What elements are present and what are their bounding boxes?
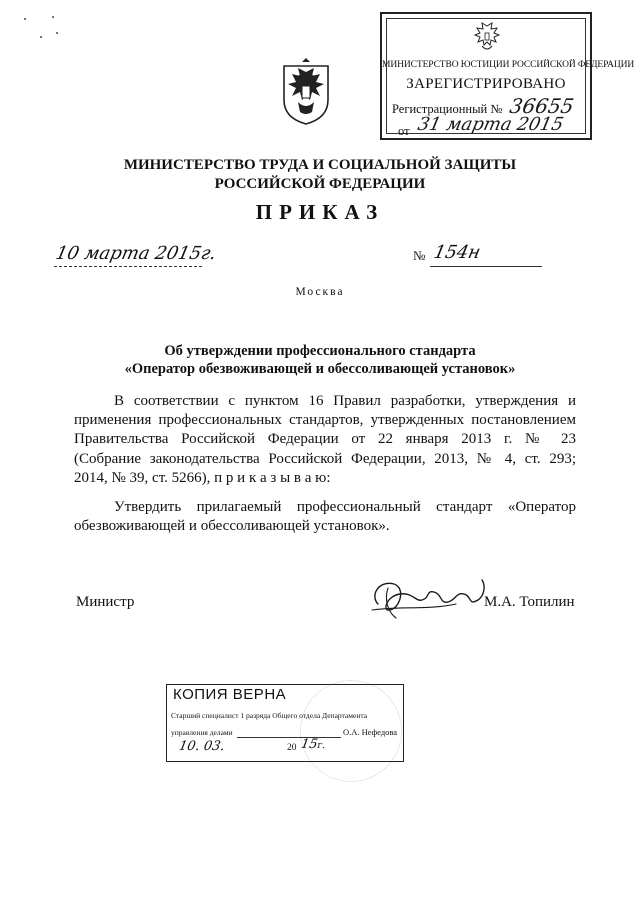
resolution-line: Утвердить прилагаемый профессиональный стандарт «Оператор (114, 499, 576, 515)
number-underline (430, 266, 542, 267)
document-type: ПРИКАЗ (255, 200, 385, 224)
order-title-line1: Об утверждении профессионального стандарта (164, 343, 476, 359)
number-sign: № (413, 248, 426, 263)
date-underline (54, 266, 202, 267)
ministry-name-line1: МИНИСТЕРСТВО ТРУДА И СОЦИАЛЬНОЙ ЗАЩИТЫ (123, 157, 517, 173)
handwritten-signature (360, 566, 490, 626)
stamp-date: 31 марта 2015 (415, 114, 566, 135)
preamble-line: Правительства Российской Федерации от 22 января 2013 г. № 23 (74, 431, 576, 448)
copy-stamp-year-prefix: 20 (287, 743, 297, 753)
stamp-status: ЗАРЕГИСТРИРОВАНО (406, 76, 566, 92)
stamp-ministry: МИНИСТЕРСТВО ЮСТИЦИИ РОССИЙСКОЙ ФЕДЕРАЦИИ (382, 60, 635, 70)
registration-stamp (380, 12, 635, 140)
preamble-line: применения профессиональных стандартов, утвержденных постановлением (74, 412, 576, 429)
copy-stamp-year: 15г. (299, 737, 327, 752)
ministry-name-line2: РОССИЙСКОЙ ФЕДЕРАЦИИ (214, 176, 426, 192)
certified-copy-stamp (166, 684, 404, 762)
order-title-line2: «Оператор обезвоживающей и обессоливающей установок» (124, 361, 516, 377)
stamp-emblem-icon (472, 20, 502, 56)
stamp-date-label: от (398, 124, 410, 138)
copy-stamp-department: управления делами (171, 728, 233, 737)
stamp-number: 36655 (507, 94, 576, 118)
preamble-line: (Собрание законодательства Российской Федерации, 2013, № 4, ст. 293; (74, 450, 576, 467)
paragraph-preamble (74, 392, 576, 488)
scan-specks (22, 14, 62, 44)
stamp-number-label: Регистрационный № (392, 102, 503, 116)
coat-of-arms-icon (278, 56, 334, 126)
resolution-line: обезвоживающей и обессоливающей установок». (74, 518, 390, 535)
order-date: 10 марта 2015г. (53, 243, 219, 264)
signatory-name: М.А. Топилин (484, 594, 575, 610)
paragraph-resolution (74, 498, 576, 536)
copy-stamp-title: КОПИЯ ВЕРНА (173, 686, 287, 703)
copy-stamp-date: 10. 03. (177, 739, 226, 754)
copy-stamp-signer: О.А. Нефедова (343, 727, 398, 737)
city: Москва (295, 286, 345, 298)
preamble-line: В соответствии с пунктом 16 Правил разработки, утверждения и (114, 393, 576, 409)
preamble-line: 2014, № 39, ст. 5266), п р и к а з ы в а ю: (74, 469, 331, 486)
signatory-position: Министр (76, 594, 135, 610)
copy-stamp-position: Старший специалист 1 разряда Общего отдела Департамента (171, 711, 368, 720)
order-number: 154н (431, 242, 483, 263)
